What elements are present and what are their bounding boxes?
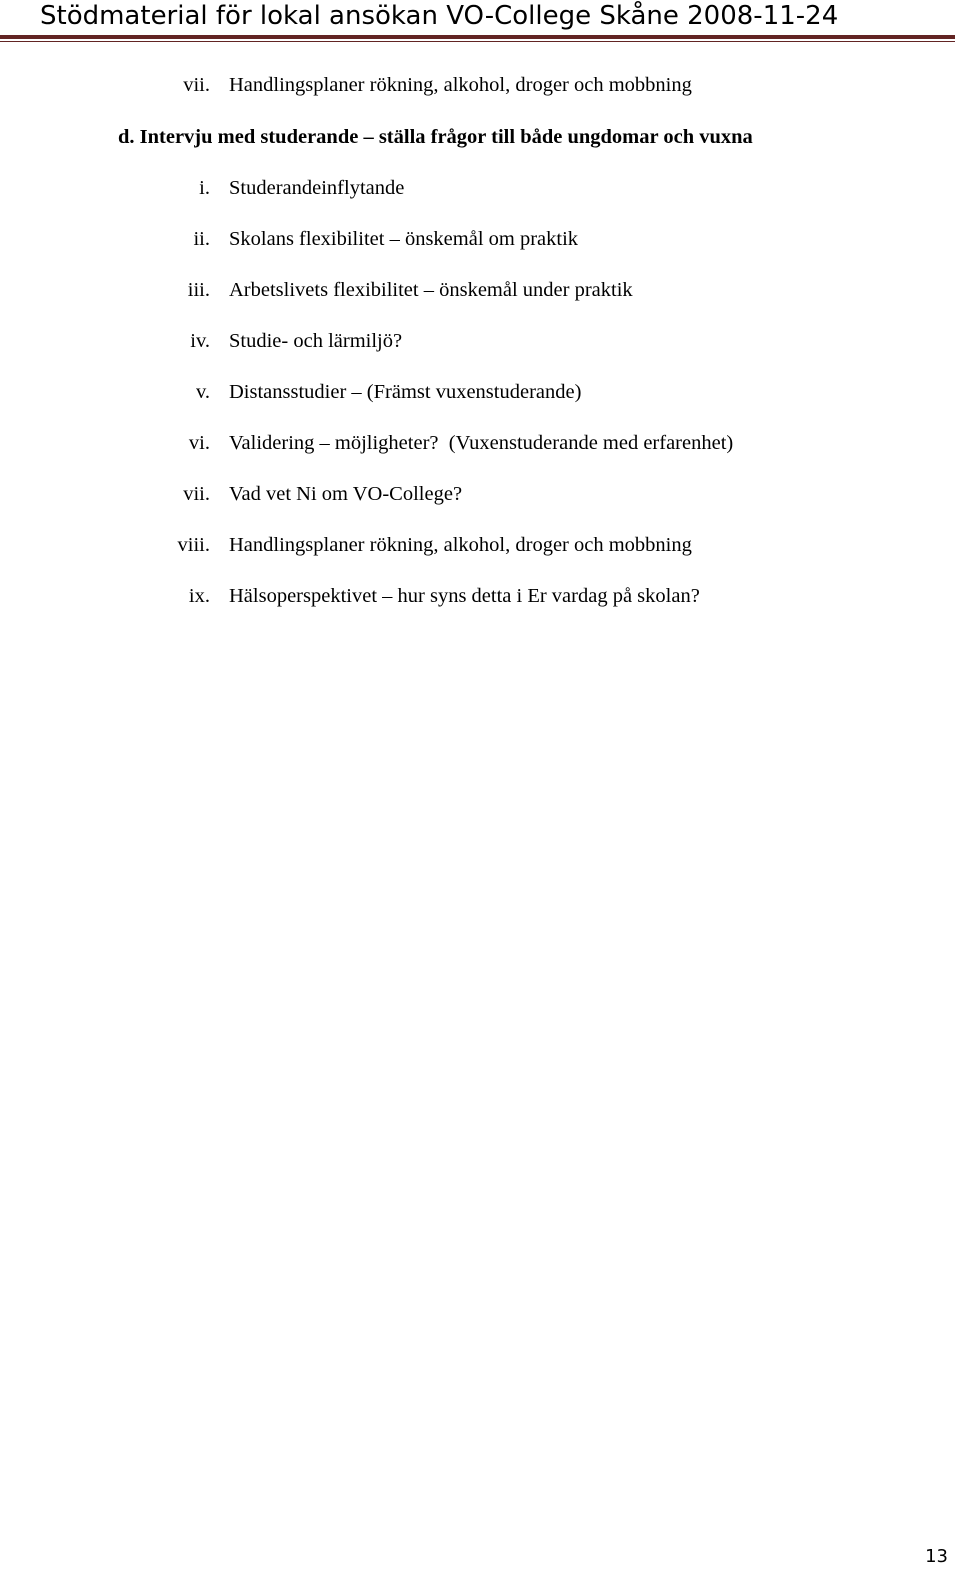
list-item [0,173,960,203]
list-item-numeral: ix. [188,585,210,607]
list-item-numeral: v. [195,381,210,403]
list-item-numeral: vi. [188,432,210,454]
list-item [0,326,960,356]
list-item-text: Handlingsplaner rökning, alkohol, droger och mobbning [229,74,692,96]
list-item-text: Handlingsplaner rökning, alkohol, droger och mobbning [229,534,692,556]
section-heading: d. Intervju med studerande – ställa frågor till både ungdomar och vuxna [118,126,753,148]
list-item-text: Validering – möjligheter? (Vuxenstuderande med erfarenhet) [229,432,734,454]
list-item-text: Vad vet Ni om VO-College? [229,483,463,505]
list-item [0,428,960,458]
header-rule-thick [0,35,955,39]
list-item-numeral: i. [199,177,210,199]
list-item-prior [0,70,960,100]
list-item-text: Skolans flexibilitet – önskemål om praktik [229,228,579,250]
list-item-text: Hälsoperspektivet – hur syns detta i Er vardag på skolan? [229,585,700,607]
page-header-title: Stödmaterial för lokal ansökan VO-College Skåne 2008-11-24 [40,1,839,31]
list-item [0,530,960,560]
list-item-numeral: iii. [187,279,210,301]
list-item-text: Studerandeinflytande [229,177,405,199]
list-item-numeral: vii. [183,483,210,505]
page-number: 13 [925,1546,948,1567]
list-item [0,275,960,305]
list-item-text: Arbetslivets flexibilitet – önskemål under praktik [229,279,633,301]
list-item [0,224,960,254]
list-item-numeral: ii. [193,228,210,250]
list-item [0,581,960,611]
list-item-numeral: iv. [190,330,210,352]
section-heading-row [0,122,960,152]
list-item-text: Distansstudier – (Främst vuxenstuderande) [229,381,582,403]
list-item-numeral: vii. [183,74,210,96]
header-rule-thin [0,41,955,42]
list-item-numeral: viii. [177,534,210,556]
list-item [0,377,960,407]
list-item-text: Studie- och lärmiljö? [229,330,403,352]
list-item [0,479,960,509]
